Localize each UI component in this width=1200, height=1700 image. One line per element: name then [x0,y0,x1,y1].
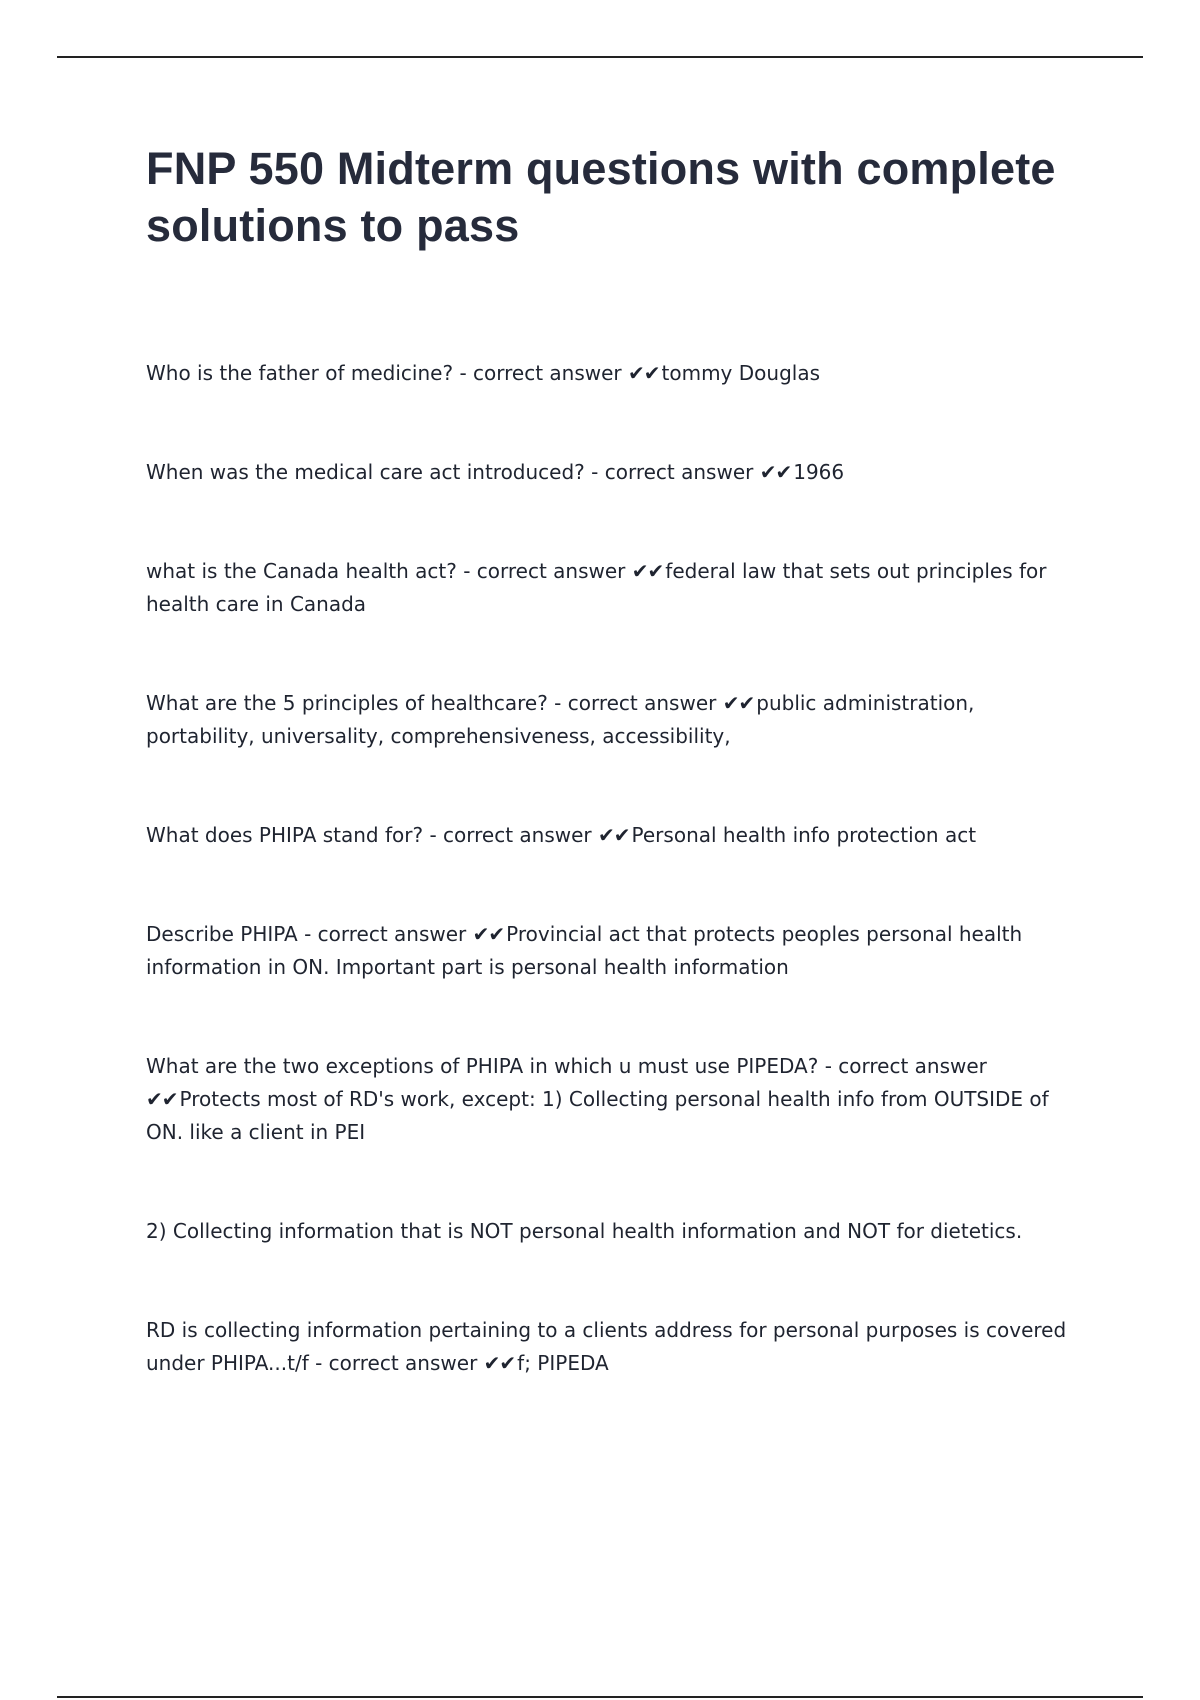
qa-item-2 [146,456,1086,489]
double-check-icon: ✔✔ [483,1351,516,1375]
answer-text: tommy Douglas [661,361,820,385]
bottom-divider [57,1696,1143,1698]
double-check-icon: ✔✔ [759,460,792,484]
continuation-text: 2) Collecting information that is NOT personal health information and NOT for dietetics. [146,1219,1023,1243]
answer-text: public administration, portability, universality, comprehensiveness, accessibility, [146,691,975,748]
question-text: RD is collecting information pertaining to a clients address for personal purposes is covered under PHIPA...t/f - correct answer [146,1318,1067,1375]
answer-text: Personal health info protection act [631,823,977,847]
answer-text: f; PIPEDA [517,1351,609,1375]
question-text: What are the two exceptions of PHIPA in which u must use PIPEDA? - correct answer [146,1054,987,1078]
double-check-icon: ✔✔ [628,361,660,385]
qa-item-3 [146,555,1086,621]
question-text: Describe PHIPA - correct answer [146,922,467,946]
answer-text: 1966 [793,460,845,484]
qa-item-5 [146,819,1086,852]
top-divider [57,56,1143,58]
qa-item-4 [146,687,1086,753]
qa-item-1 [146,357,1086,390]
double-check-icon: ✔✔ [722,691,755,715]
double-check-icon: ✔✔ [631,559,664,583]
double-check-icon: ✔✔ [472,922,505,946]
qa-item-9 [146,1314,1086,1380]
question-text: Who is the father of medicine? - correct answer [146,361,622,385]
qa-item-6 [146,918,1086,984]
qa-list [146,357,1086,1380]
question-text: What does PHIPA stand for? - correct answer [146,823,592,847]
answer-text: federal law that sets out principles for health care in Canada [146,559,1047,616]
qa-item-7 [146,1050,1086,1149]
question-text: what is the Canada health act? - correct answer [146,559,626,583]
qa-item-8 [146,1215,1086,1248]
answer-text: Protects most of RD's work, except: 1) Collecting personal health info from OUTSIDE of ON. like a client in PEI [146,1087,1049,1144]
document-body [146,140,1086,1380]
question-text: What are the 5 principles of healthcare? - correct answer [146,691,717,715]
question-text: When was the medical care act introduced? - correct answer [146,460,754,484]
answer-text: Provincial act that protects peoples personal health information in ON. Important part is personal health information [146,922,1023,979]
double-check-icon: ✔✔ [146,1087,178,1111]
double-check-icon: ✔✔ [598,823,630,847]
document-title: FNP 550 Midterm questions with complete solutions to pass [146,143,1056,251]
